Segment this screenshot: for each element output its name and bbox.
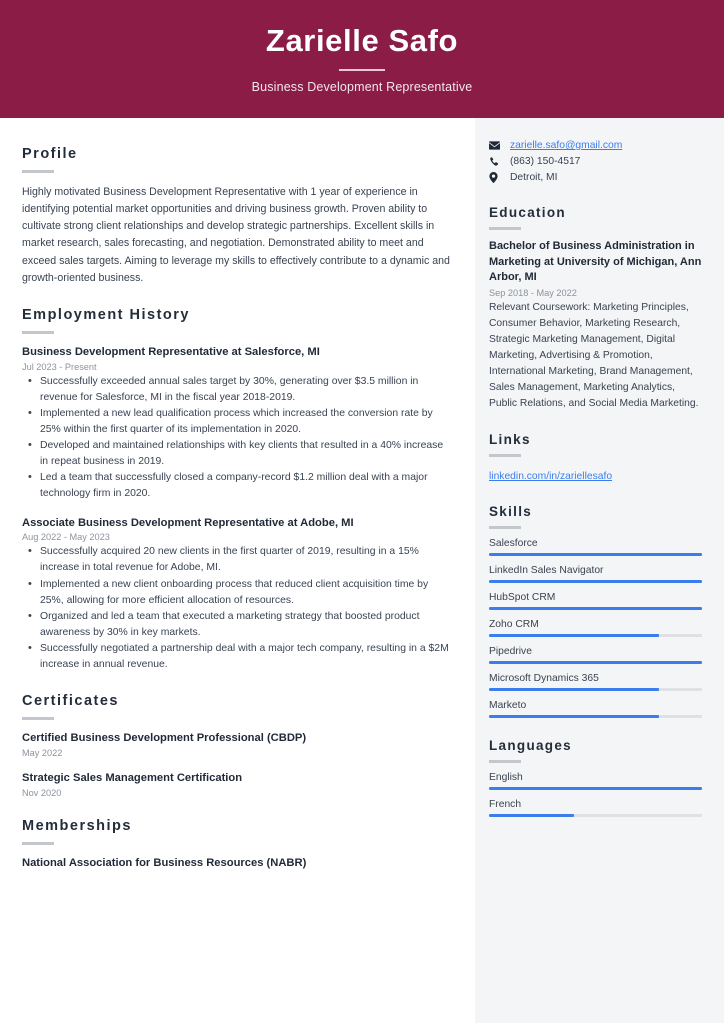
linkedin-link[interactable]: linkedin.com/in/zariellesafo — [489, 470, 613, 482]
certificates-heading: Certificates — [22, 693, 119, 710]
main-column — [0, 118, 475, 1023]
contact-email-row — [489, 140, 702, 151]
skill-item-level-fill — [489, 715, 659, 718]
skill-item-level-track — [489, 661, 702, 664]
skill-item-level-fill — [489, 634, 659, 637]
heading-rule — [22, 842, 54, 845]
phone-value: (863) 150-4517 — [510, 156, 581, 167]
bullet-item: • Implemented a new lead qualification process which increased the conversion rate by 25% within the first quarter of its implementation in 2020. — [22, 406, 451, 438]
language-item-label: English — [489, 771, 523, 783]
certificate-entry — [22, 771, 451, 798]
skill-item-level-fill — [489, 553, 702, 556]
resume-header — [0, 0, 724, 118]
job-date: Jul 2023 - Present — [22, 361, 97, 372]
skill-item-label: Microsoft Dynamics 365 — [489, 672, 599, 684]
heading-rule — [489, 454, 521, 457]
header-divider — [339, 69, 385, 71]
skill-item-level-fill — [489, 688, 659, 691]
language-item-level-fill — [489, 787, 702, 790]
job-title: Associate Business Development Representative at Adobe, MI — [22, 516, 354, 529]
profile-text: Highly motivated Business Development Representative with 1 year of experience in identifying potential market opportunities and driving business growth. Proven ability to cultivate strong client relationships and develop strategic partnerships. Excellent skills in market research, sales forecasting, and negotiation. Demonstrated ability to meet and exceed sales targets. Aiming to leverage my skills to effectively contribute to a dynamic and growth-oriented business. — [22, 186, 450, 284]
degree-title: Bachelor of Business Administration in Marketing at University of Michigan, Ann Arbor, MI — [489, 240, 702, 284]
certificate-date: Nov 2020 — [22, 787, 62, 798]
job-title: Business Development Representative at Salesforce, MI — [22, 345, 320, 358]
skill-item-label: Zoho CRM — [489, 618, 539, 630]
skill-item — [489, 565, 702, 583]
links-heading: Links — [489, 431, 531, 447]
section-skills — [489, 504, 702, 718]
contact-phone-row — [489, 156, 702, 167]
language-item-level-track — [489, 814, 702, 817]
skill-item — [489, 619, 702, 637]
skill-item-level-track — [489, 607, 702, 610]
bullet-item: • Successfully exceeded annual sales target by 30%, generating over $3.5 million in revenue for Salesforce, MI in the fiscal year 2018-2019. — [22, 374, 451, 406]
heading-rule — [22, 331, 54, 334]
employment-entry — [22, 516, 451, 674]
bullet-item: • Developed and maintained relationships with key clients that resulted in a 40% increase in repeat business in 2019. — [22, 438, 451, 470]
skill-item-label: Marketo — [489, 699, 527, 711]
sidebar-column — [475, 118, 724, 1023]
skill-item-level-track — [489, 688, 702, 691]
profile-heading: Profile — [22, 146, 78, 162]
job-date: Aug 2022 - May 2023 — [22, 532, 110, 543]
section-memberships — [22, 818, 451, 872]
skill-item-level-track — [489, 715, 702, 718]
skill-item-level-track — [489, 580, 702, 583]
section-employment-history — [22, 307, 451, 673]
skill-item-level-fill — [489, 580, 702, 583]
language-item-label: French — [489, 798, 522, 810]
membership-title: National Association for Business Resources (NABR) — [22, 856, 307, 869]
bullet-item: • Organized and led a team that executed a marketing strategy that boosted product awareness by 30% in key markets. — [22, 609, 451, 641]
skill-item — [489, 700, 702, 718]
skill-item — [489, 646, 702, 664]
envelope-icon — [489, 141, 504, 150]
bullet-item: • Implemented a new client onboarding process that reduced client acquisition time by 25%, allowing for more efficient allocation of resources. — [22, 577, 451, 609]
contact-block — [489, 140, 702, 183]
phone-icon — [489, 157, 504, 167]
certificate-date: May 2022 — [22, 747, 63, 758]
skill-item-label: Pipedrive — [489, 645, 532, 657]
skill-item — [489, 592, 702, 610]
certificate-title: Strategic Sales Management Certification — [22, 771, 243, 784]
skill-item-label: Salesforce — [489, 537, 538, 549]
location-value: Detroit, MI — [510, 172, 558, 183]
skills-heading: Skills — [489, 503, 533, 519]
certificate-entry — [22, 731, 451, 758]
candidate-name: Zarielle Safo — [265, 22, 459, 58]
languages-heading: Languages — [489, 737, 572, 753]
degree-date: Sep 2018 - May 2022 — [489, 287, 577, 298]
section-links — [489, 432, 702, 484]
section-profile — [22, 146, 451, 287]
skill-item-label: LinkedIn Sales Navigator — [489, 564, 604, 576]
language-item-level-track — [489, 787, 702, 790]
skill-item-level-track — [489, 634, 702, 637]
skill-item — [489, 673, 702, 691]
contact-location-row — [489, 172, 702, 183]
skill-item-level-fill — [489, 661, 702, 664]
language-item — [489, 799, 702, 817]
heading-rule — [489, 760, 521, 763]
heading-rule — [489, 526, 521, 529]
section-education — [489, 205, 702, 412]
employment-heading: Employment History — [22, 306, 190, 323]
skills-list — [489, 538, 702, 718]
bullet-item: • Successfully negotiated a partnership deal with a major tech company, resulting in a $2M increase in annual revenue. — [22, 641, 451, 673]
skill-item-level-track — [489, 553, 702, 556]
education-heading: Education — [489, 205, 566, 220]
heading-rule — [22, 717, 54, 720]
heading-rule — [22, 170, 54, 173]
job-bullets — [22, 374, 451, 503]
location-pin-icon — [489, 172, 504, 183]
section-languages — [489, 738, 702, 817]
job-bullets — [22, 544, 451, 673]
bullet-item: • Successfully acquired 20 new clients in the first quarter of 2019, resulting in a 15% increase in total revenue for Adobe, MI. — [22, 544, 451, 576]
memberships-heading: Memberships — [22, 817, 132, 834]
resume-body — [0, 118, 724, 1023]
section-certificates — [22, 693, 451, 797]
education-entry — [489, 239, 702, 412]
candidate-job-title: Business Development Representative — [251, 80, 473, 95]
languages-list — [489, 772, 702, 817]
certificate-title: Certified Business Development Professional (CBDP) — [22, 732, 307, 745]
heading-rule — [489, 227, 521, 230]
membership-entry — [22, 856, 451, 872]
skill-item — [489, 538, 702, 556]
bullet-item: • Led a team that successfully closed a company-record $1.2 million deal with a major technology firm in 2020. — [22, 470, 451, 502]
email-link[interactable]: zarielle.safo@gmail.com — [510, 140, 623, 151]
employment-entry — [22, 345, 451, 503]
skill-item-label: HubSpot CRM — [489, 591, 556, 603]
degree-description: Relevant Coursework: Marketing Principles, Consumer Behavior, Marketing Research, Strategic Marketing Management, Digital Marketing, Advertising & Promotion, International Marketing, Brand Management, Sales Management, Marketing Analytics, Public Relations, and Social Media Marketing. — [489, 301, 699, 409]
language-item — [489, 772, 702, 790]
skill-item-level-fill — [489, 607, 702, 610]
language-item-level-fill — [489, 814, 574, 817]
